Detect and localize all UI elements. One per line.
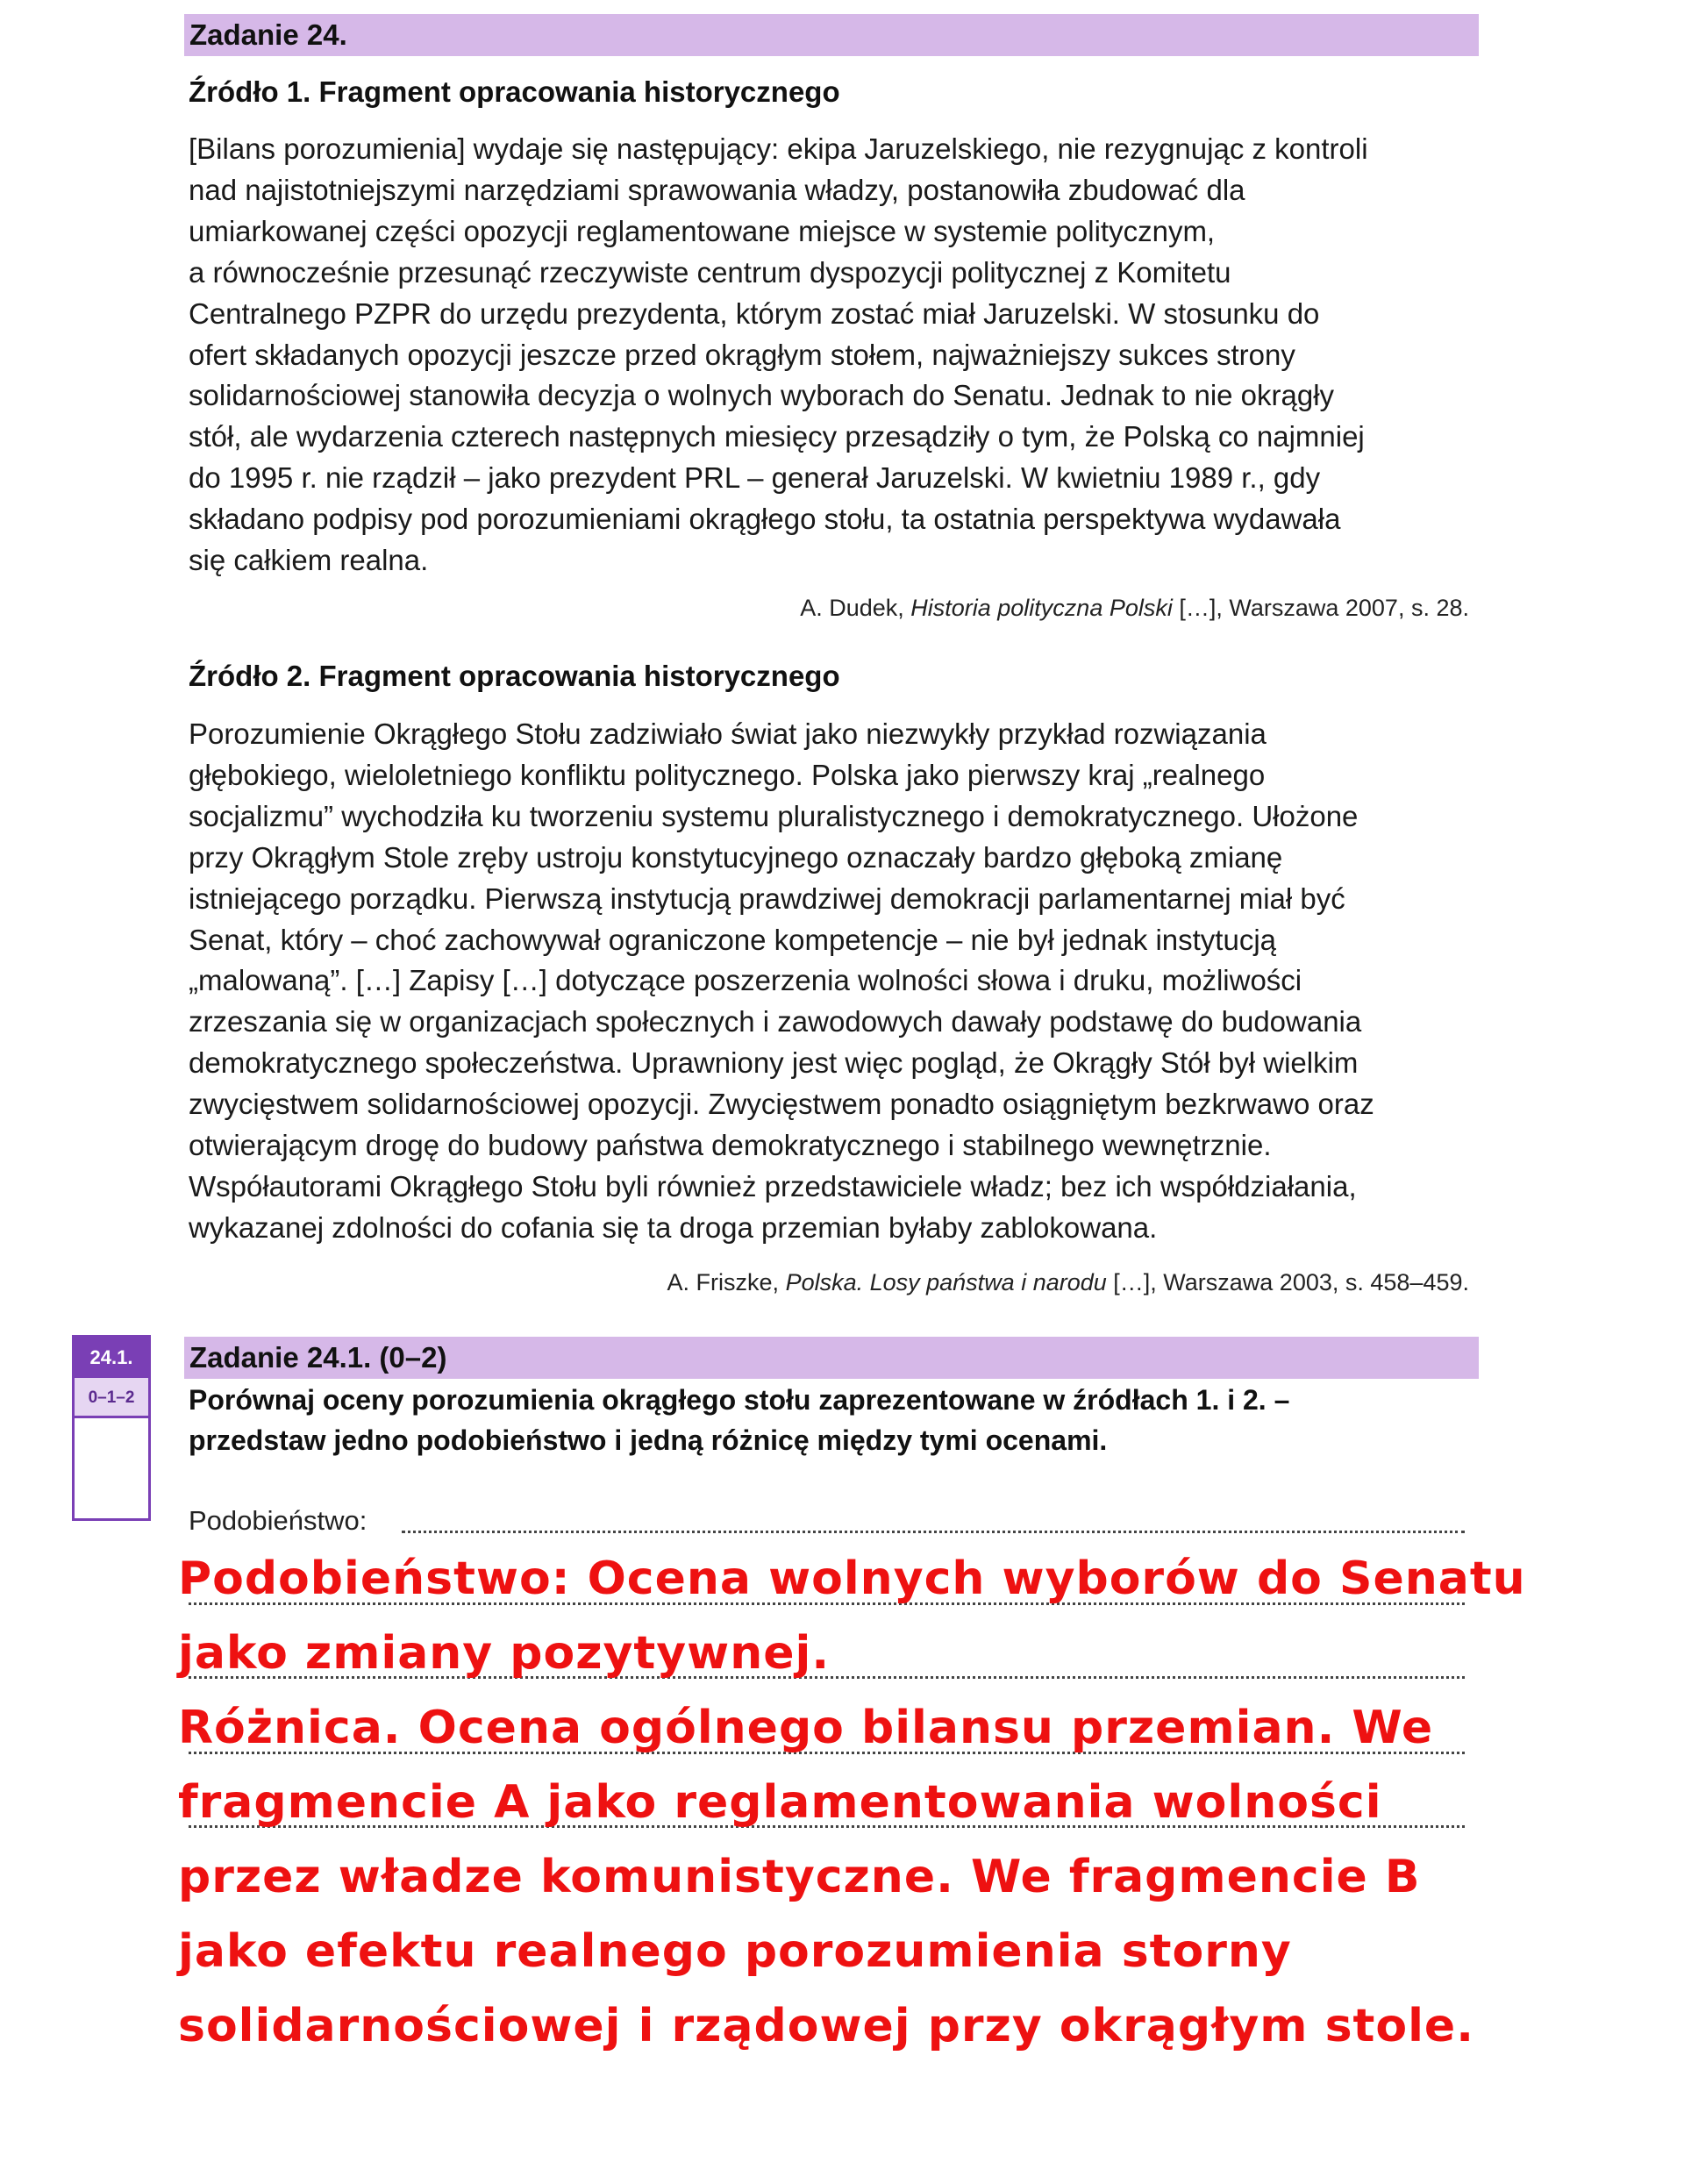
instruction-line: przedstaw jedno podobieństwo i jedną różnicę między tymi ocenami. [189, 1424, 1108, 1456]
source-2-line: socjalizmu” wychodziła ku tworzeniu systemu pluralistycznego i demokratycznego. Ułożone [189, 799, 1359, 832]
source-1-line: do 1995 r. nie rządził – jako prezydent PRL – generał Jaruzelski. W kwietniu 1989 r., gdy [189, 461, 1321, 495]
source-1-line: [Bilans porozumienia] wydaje się następujący: ekipa Jaruzelskiego, nie rezygnując z kontroli [189, 132, 1368, 165]
task-title: Zadanie 24. [184, 14, 1479, 56]
answer-text-line: fragmencie A jako reglamentowania wolności [178, 1776, 1382, 1829]
source-1-text [189, 129, 1487, 582]
source-1-line: umiarkowanej części opozycji reglamentowane miejsce w systemie politycznym, [189, 214, 1216, 247]
source-1-heading: Źródło 1. Fragment opracowania historycznego [189, 75, 840, 108]
source-2-text [189, 714, 1487, 1249]
answer-text-line: solidarnościowej i rządowej przy okrągłym stole. [178, 2000, 1474, 2052]
source-2-line: Porozumienie Okrągłego Stołu zadziwiało świat jako niezwykły przykład rozwiązania [189, 717, 1267, 750]
handwritten-answer [178, 1542, 1678, 2064]
source-1-line: Centralnego PZPR do urzędu prezydenta, którym zostać miał Jaruzelski. W stosunku do [189, 296, 1320, 330]
source-1-line: solidarnościowej stanowiła decyzja o wolnych wyborach do Senatu. Jednak to nie okrągły [189, 379, 1335, 412]
answer-text-line: jako efektu realnego porozumienia storny [178, 1925, 1292, 1978]
source-2-line: wykazanej zdolności do cofania się ta droga przemian byłaby zablokowana. [189, 1210, 1158, 1244]
source-2-citation [667, 1269, 1469, 1296]
source-1-line: a równocześnie przesunąć rzeczywiste centrum dyspozycji politycznej z Komitetu [189, 255, 1231, 289]
source-1-line: stół, ale wydarzenia czterech następnych miesięcy przesądziły o tym, że Polską co najmniej [189, 420, 1365, 453]
answer-text-line: Różnica. Ocena ogólnego bilansu przemian. We [178, 1702, 1434, 1754]
answer-text-line: przez władze komunistyczne. We fragmencie B [178, 1851, 1421, 1903]
score-range: 0–1–2 [75, 1378, 148, 1418]
citation-author: A. Dudek, [800, 595, 911, 621]
citation-rest: […], Warszawa 2007, s. 28. [1172, 595, 1469, 621]
source-2-line: zrzeszania się w organizacjach społecznych i zawodowych dawały podstawę do budowania [189, 1005, 1362, 1038]
subtask-instruction [189, 1380, 1478, 1460]
citation-author: A. Friszke, [667, 1269, 786, 1295]
answer-line [402, 1531, 1465, 1533]
source-1-line: nad najistotniejszymi narzędziami sprawowania władzy, postanowiła zbudować dla [189, 173, 1245, 206]
source-2-line: Senat, który – choć zachowywał ograniczone kompetencje – nie był jednak instytucją [189, 923, 1277, 956]
source-2-line: istniejącego porządku. Pierwszą instytucją prawdziwej demokracji parlamentarnej miał być [189, 881, 1345, 915]
source-1-line: składano podpisy pod porozumieniami okrągłego stołu, ta ostatnia perspektywa wydawała [189, 503, 1341, 536]
citation-rest: […], Warszawa 2003, s. 458–459. [1106, 1269, 1469, 1295]
subtask-number: 24.1. [75, 1338, 148, 1378]
source-2-line: demokratycznego społeczeństwa. Uprawniony jest więc pogląd, że Okrągły Stół był wielkim [189, 1046, 1359, 1080]
source-2-line: Współautorami Okrągłego Stołu byli również przedstawiciele władz; bez ich współdziałania, [189, 1169, 1357, 1203]
answer-text-line: jako zmiany pozytywnej. [178, 1627, 831, 1680]
source-2-line: zwycięstwem solidarnościowej opozycji. Zwycięstwem ponadto osiągniętym bezkrwawo oraz [189, 1088, 1374, 1121]
citation-title: Historia polityczna Polski [910, 595, 1173, 621]
source-1-line: ofert składanych opozycji jeszcze przed okrągłym stołem, najważniejszy sukces strony [189, 338, 1295, 371]
subtask-title: Zadanie 24.1. (0–2) [184, 1337, 1479, 1379]
source-1-line: się całkiem realna. [189, 544, 429, 577]
source-2-heading: Źródło 2. Fragment opracowania historycznego [189, 660, 840, 692]
instruction-line: Porównaj oceny porozumienia okrągłego stołu zaprezentowane w źródłach 1. i 2. – [189, 1384, 1290, 1416]
source-2-line: „malowaną”. […] Zapisy […] dotyczące poszerzenia wolności słowa i druku, możliwości [189, 964, 1302, 997]
source-2-line: otwierającym drogę do budowy państwa demokratycznego i stabilnego wewnętrznie. [189, 1129, 1272, 1162]
source-2-line: przy Okrągłym Stole zręby ustroju konstytucyjnego oznaczały bardzo głęboką zmianę [189, 840, 1283, 874]
answer-text-line: Podobieństwo: Ocena wolnych wyborów do Senatu [178, 1552, 1526, 1605]
citation-title: Polska. Losy państwa i narodu [785, 1269, 1107, 1295]
source-1-citation [800, 595, 1469, 622]
answer-label: Podobieństwo: [189, 1505, 367, 1536]
score-box [72, 1335, 151, 1521]
source-2-line: głębokiego, wieloletniego konfliktu politycznego. Polska jako pierwszy kraj „realnego [189, 758, 1266, 791]
